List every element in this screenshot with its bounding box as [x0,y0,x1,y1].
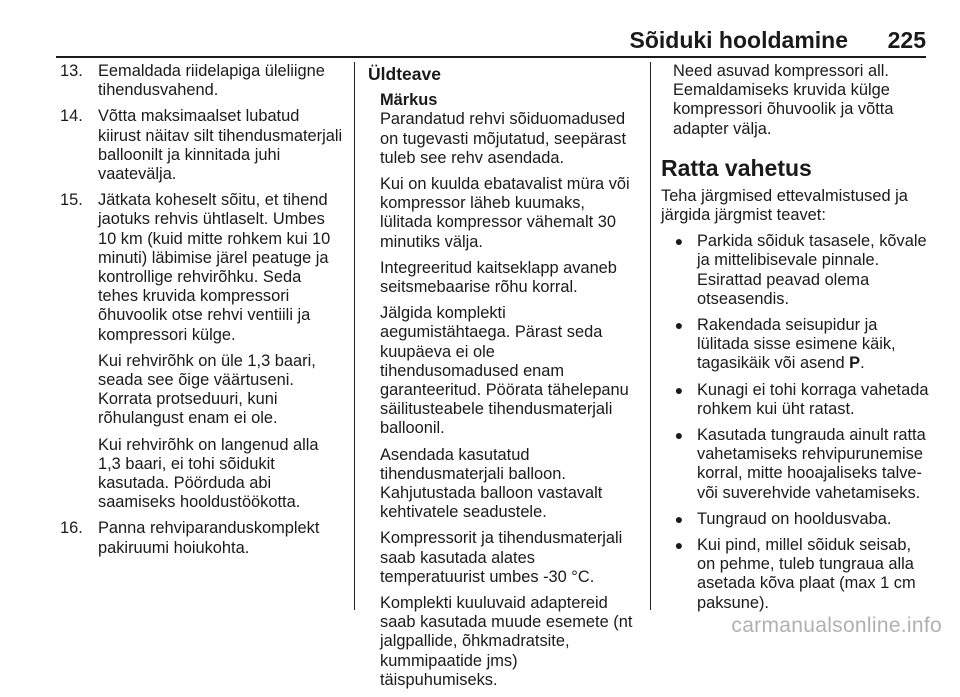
step-15 [60,191,344,345]
section-title: Sõiduki hooldamine [629,27,848,53]
list-item [661,510,933,529]
step-text: Võtta maksimaalset lubatud kiirust näitav silt tihendusmaterjali balloonilt ja kinnitada juhi vaatevälja. [98,107,343,184]
adapter-paragraph: Need asuvad kompressori all. Eemaldamiseks kruvida külge kompressori õhuvoolik ja võtta adapter välja. [673,62,894,138]
bullet-icon: ● [674,537,684,554]
note-paragraph: Asendada kasutatud tihendusmaterjali balloon. Kahjutustada balloon vastavalt kehtivatele seadustele. [380,445,603,522]
column-divider-left [354,62,355,610]
bullet-text: Tungraud on hooldusvaba. [697,509,892,528]
bullet-text: Kasutada tungrauda ainult ratta vahetamiseks rehvipurunemise korral, mitte hooajaliseks talve- või suverehvide vahetamiseks. [697,426,926,502]
step-16 [60,519,344,557]
list-item [661,426,933,503]
bullet-text [697,316,933,374]
list-item [661,316,933,374]
list-item [661,232,933,309]
column-left [60,62,344,565]
list-item [661,536,933,613]
page-header [56,26,926,58]
step-number: 15. [60,191,83,210]
step-number: 16. [60,519,83,538]
step-13 [60,62,344,100]
column-right [661,62,933,620]
column-middle [368,62,636,697]
general-info-heading: Üldteave [368,64,441,84]
bullet-text-end: . [860,354,865,373]
note-label: Märkus [380,91,438,110]
page-number: 225 [887,27,926,53]
wheel-change-heading: Ratta vahetus [661,154,812,181]
note-paragraph: Kompressorit ja tihendusmaterjali saab kasutada alates temperatuurist umbes -30 °C. [380,529,623,586]
gear-position-p: P [849,354,861,373]
bullet-icon: ● [674,233,684,250]
note-paragraph: Komplekti kuuluvaid adaptereid saab kasutada muude esemete (nt jalgpallide, õhkmadratsite, kummipaatide jms) täispuhumiseks. [380,594,633,689]
bullet-text: Kunagi ei tohi korraga vahetada rohkem kui üht ratast. [697,380,929,418]
bullet-icon: ● [674,510,684,527]
step-number: 14. [60,107,83,126]
bullet-icon: ● [674,381,684,398]
step-text: Panna rehviparanduskomplekt pakiruumi hoiukohta. [98,519,320,557]
list-item [661,381,933,419]
bullet-text: Kui pind, millel sõiduk seisab, on pehme, tuleb tungraua alla asetada kõva plaat (max 1 cm paksune). [697,536,916,612]
bullet-icon: ● [674,427,684,444]
step-text: Jätkata koheselt sõitu, et tihend jaotuks rehvis ühtlaselt. Umbes 10 km (kuid mitte rohkem kui 10 minuti) läbimise järel peatuge ja kontrollige rehvirõhku. Seda tehes kruvida kompressori õhuvoolik otse rehvi ventiili ja kompressori külge. [98,191,331,344]
step-14 [60,107,344,184]
step-text: Eemaldada riidelapiga üleliigne tihendusvahend. [98,62,325,100]
wheel-change-intro: Teha järgmised ettevalmistused ja järgida järgmist teavet: [661,186,908,225]
note-paragraph: Parandatud rehvi sõiduomadused on tugevasti mõjutatud, seepärast tuleb see rehv asendada. [380,110,627,167]
note-paragraph: Jälgida komplekti aegumistähtaega. Pärast seda kuupäeva ei ole tihendusomadused enam garanteeritud. Pöörata tähelepanu säilitusteabele tihendusmaterjali balloonil. [380,304,629,438]
watermark: carmanualsonline.info [731,614,942,637]
bullet-text: Parkida sõiduk tasasele, kõvale ja mittelibisevale pinnale. Esirattad peavad olema otseasendis. [697,232,927,308]
step-15-note-high: Kui rehvirõhk on üle 1,3 baari, seada see õige väärtuseni. Korrata protseduuri, kuni rõhulangust enam ei ole. [98,351,316,428]
step-15-note-low: Kui rehvirõhk on langenud alla 1,3 baari, ei tohi sõidukit kasutada. Pöörduda abi saamiseks hooldustöökotta. [98,435,319,512]
note-paragraph: Kui on kuulda ebatavalist müra või kompressor läheb kuumaks, lülitada kompressor vähemalt 30 minutiks välja. [380,175,630,251]
note-paragraph: Integreeritud kaitseklapp avaneb seitsmebaarise rõhu korral. [380,258,617,297]
column-divider-right [650,62,651,610]
bullet-icon: ● [674,317,684,334]
step-number: 13. [60,62,83,80]
bullet-text-main: Rakendada seisupidur ja lülitada sisse esimene käik, tagasikäik või asend [697,316,896,373]
